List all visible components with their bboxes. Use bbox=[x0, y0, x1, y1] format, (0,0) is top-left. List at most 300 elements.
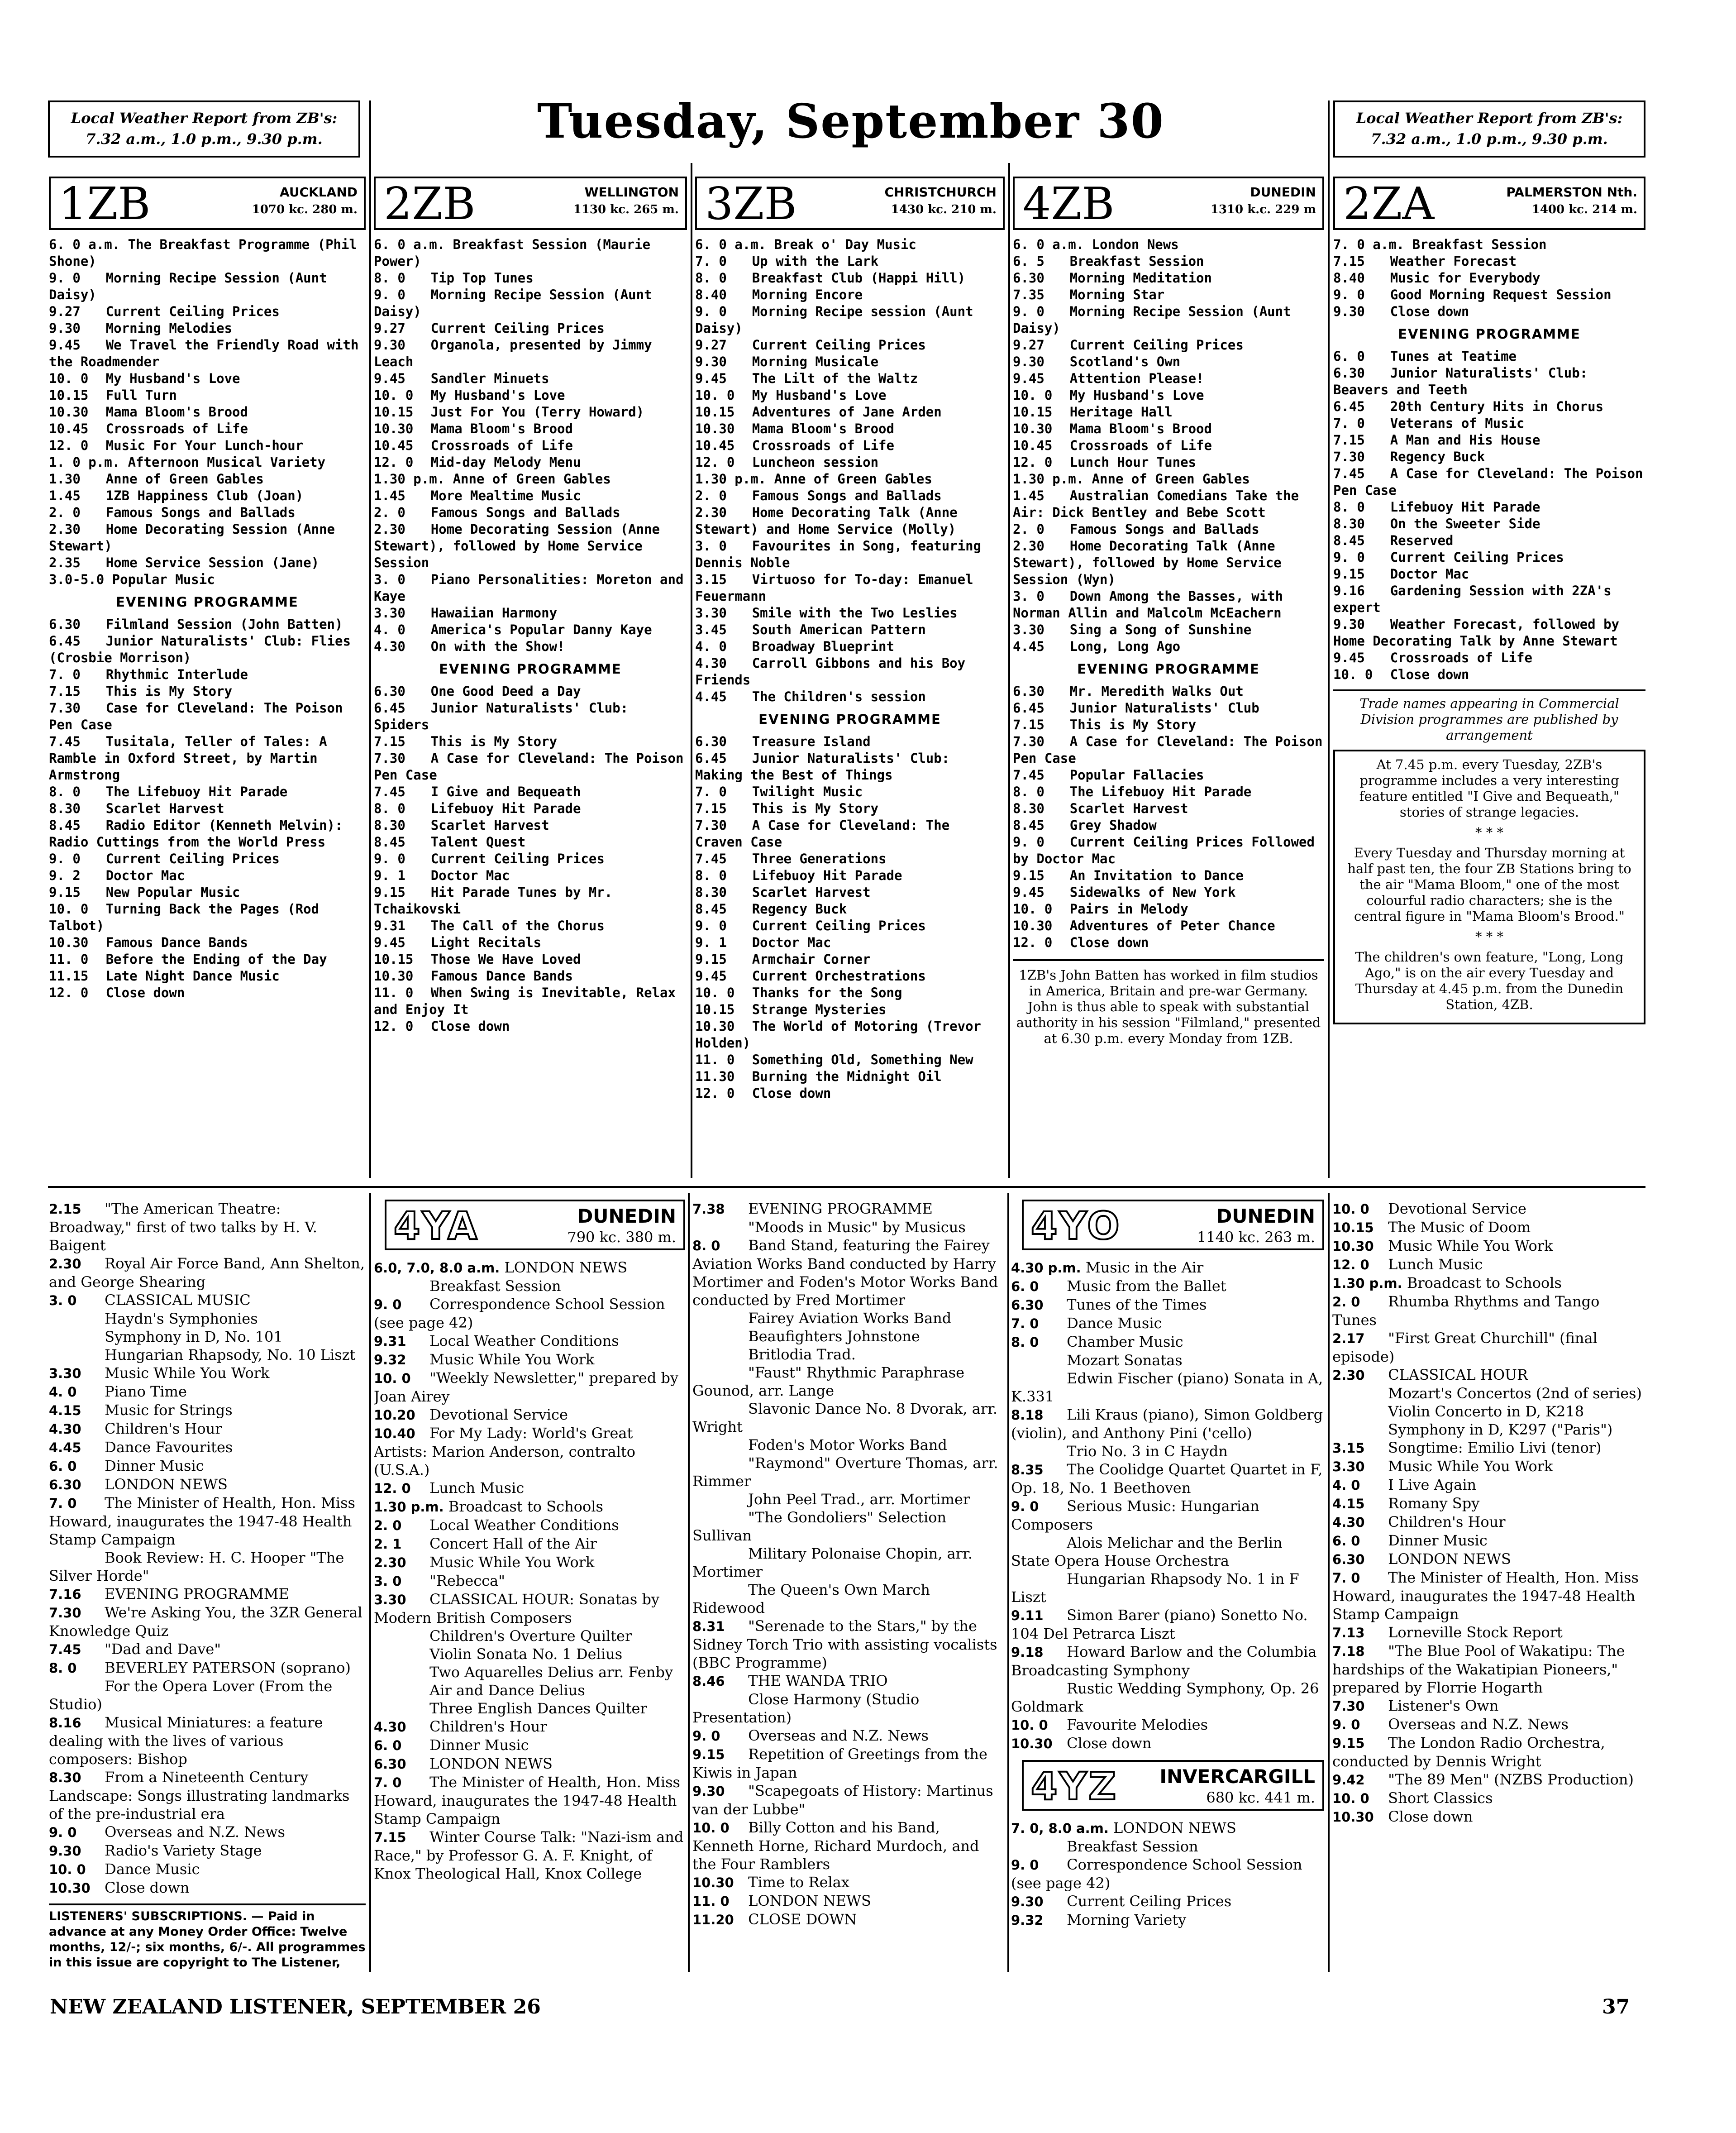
station-call-sign: 2ZA bbox=[1343, 178, 1435, 230]
entry-title: BEVERLEY PATERSON (soprano) bbox=[100, 1659, 351, 1676]
entry-time: 8. 0 bbox=[695, 868, 727, 883]
station-column bbox=[695, 177, 1005, 1181]
programme-entry bbox=[374, 1717, 685, 1736]
programme-entry bbox=[49, 1549, 366, 1585]
entry-title: Lunch Hour Tunes bbox=[1062, 454, 1197, 470]
programme-entry bbox=[49, 1841, 366, 1860]
column-rule bbox=[1328, 1193, 1330, 1972]
programme-entry bbox=[1011, 1497, 1324, 1534]
programme-entry bbox=[49, 951, 366, 968]
entry-title: Rustic Wedding Symphony, Op. 26 Goldmark bbox=[1011, 1680, 1319, 1715]
programme-entry bbox=[374, 1755, 685, 1773]
programme-entry bbox=[374, 236, 687, 270]
entry-title: Light Recitals bbox=[423, 935, 542, 950]
entry-title: Favourite Melodies bbox=[1062, 1716, 1208, 1733]
entry-title: "Scapegoats of History: Martinus van der Lubbe" bbox=[692, 1782, 993, 1818]
entry-title: "First Great Churchill" (final episode) bbox=[1332, 1330, 1598, 1365]
entry-time: 1.45 bbox=[49, 488, 81, 503]
entry-time: 2.30 bbox=[49, 521, 81, 537]
programme-entry bbox=[374, 521, 687, 571]
entry-time: 9.15 bbox=[695, 952, 727, 967]
programme-entry bbox=[49, 270, 366, 303]
column-rule bbox=[691, 163, 692, 1178]
programme-entry bbox=[1011, 1534, 1324, 1570]
note-text: 1ZB's John Batten has worked in film studios in America, Britain and pre-war Germany. John is thus able to speak with substantial authority in his session "Filmland," presented at 6.30 p.m. every Monday from 1ZB. bbox=[1016, 967, 1321, 1046]
programme-entry bbox=[49, 571, 366, 588]
entry-title: Morning Star bbox=[1062, 287, 1165, 302]
entry-title: "The American Theatre: Broadway," first of two talks by H. V. Baigent bbox=[49, 1200, 317, 1254]
programme-entry bbox=[1011, 1314, 1324, 1333]
entry-time: 9.30 bbox=[374, 337, 405, 353]
entry-title: My Husband's Love bbox=[423, 387, 565, 403]
entry-title: Alois Melichar and the Berlin State Opera House Orchestra bbox=[1011, 1534, 1283, 1569]
programme-entry bbox=[1332, 1531, 1645, 1550]
entry-time: 8.45 bbox=[1013, 818, 1044, 833]
entry-time: 10. 0 bbox=[1333, 667, 1373, 682]
entry-time: 10.30 bbox=[1013, 918, 1053, 933]
entry-title: Lifebuoy Hit Parade bbox=[1382, 499, 1540, 515]
entry-time: 8.45 bbox=[1333, 533, 1365, 548]
entry-time: 4.30 bbox=[374, 1719, 406, 1735]
programme-entry bbox=[374, 1332, 685, 1350]
feature-note: * * * bbox=[1475, 929, 1503, 944]
programme-entry bbox=[1333, 532, 1645, 549]
entry-title: Close down bbox=[100, 1879, 190, 1896]
programme-entry bbox=[374, 968, 687, 985]
programme-entry bbox=[374, 387, 687, 404]
entry-title: On the Sweeter Side bbox=[1382, 516, 1540, 531]
bottom-column bbox=[1011, 1200, 1324, 1969]
entry-time: 9.15 bbox=[692, 1747, 725, 1762]
programme-entry bbox=[1333, 616, 1645, 650]
entry-title: The London Radio Orchestra, conducted by Dennis Wright bbox=[1332, 1734, 1605, 1770]
entry-title: Regency Buck bbox=[1382, 449, 1485, 464]
entry-title: The Children's session bbox=[744, 689, 926, 704]
programme-entry bbox=[1013, 421, 1324, 437]
programme-entry bbox=[49, 337, 366, 370]
programme-entry bbox=[695, 750, 1005, 784]
entry-time: 9.32 bbox=[1011, 1913, 1044, 1928]
programme-entry bbox=[49, 1640, 366, 1659]
entry-title: Broadcast to Schools bbox=[444, 1498, 603, 1515]
programme-entry bbox=[374, 1258, 685, 1277]
programme-entry bbox=[695, 504, 1005, 538]
programme-entry bbox=[1013, 370, 1324, 387]
entry-title: Dance Music bbox=[1062, 1315, 1162, 1332]
programme-entry bbox=[1332, 1200, 1645, 1218]
entry-time: 9.15 bbox=[1013, 868, 1044, 883]
entry-title: 1ZB Happiness Club (Joan) bbox=[98, 488, 304, 503]
entry-time: 9.15 bbox=[49, 885, 81, 900]
entry-title: Three Generations bbox=[744, 851, 887, 866]
entry-time: 10.45 bbox=[1013, 438, 1053, 453]
entry-time: 7. 0 bbox=[1332, 1570, 1360, 1586]
entry-title: I Give and Bequeath bbox=[423, 784, 581, 799]
programme-entry bbox=[49, 1494, 366, 1549]
programme-entry bbox=[695, 851, 1005, 867]
entry-title: Music While You Work bbox=[1383, 1458, 1553, 1475]
entry-title: Lunch Music bbox=[1383, 1256, 1483, 1273]
entry-time: 1.45 bbox=[1013, 488, 1044, 503]
programme-entry bbox=[1332, 1569, 1645, 1623]
entry-title: Junior Naturalists' Club: Spiders bbox=[374, 700, 629, 732]
entry-time: 6. 0 a.m. bbox=[374, 237, 445, 252]
station-column bbox=[374, 177, 687, 1181]
entry-title: Breakfast Club (Happi Hill) bbox=[744, 270, 966, 286]
entry-time: 4.30 bbox=[695, 655, 727, 671]
entry-title: Smile with the Two Leslies bbox=[744, 605, 958, 621]
entry-title: Winter Course Talk: "Nazi-ism and Race," by Professor G. A. F. Knight, of Knox Theological Hall, Knox College bbox=[374, 1828, 684, 1882]
programme-entry bbox=[49, 633, 366, 666]
entry-title: Dinner Music bbox=[1383, 1532, 1488, 1549]
entry-time: 1.30 p.m. bbox=[374, 471, 445, 487]
programme-entry bbox=[695, 370, 1005, 387]
entry-time: 9. 1 bbox=[695, 935, 727, 950]
entry-title: Broadcast to Schools bbox=[1402, 1274, 1562, 1291]
entry-title: "Weekly Newsletter," prepared by Joan Airey bbox=[374, 1369, 679, 1405]
programme-entry bbox=[49, 616, 366, 633]
station-frequency: 1070 kc. 280 m. bbox=[252, 203, 358, 216]
entry-title: Piano Personalities: Moreton and Kaye bbox=[374, 572, 684, 604]
programme-entry bbox=[1332, 1715, 1645, 1734]
entry-title: Strange Mysteries bbox=[744, 1002, 887, 1017]
entry-time: 11.20 bbox=[692, 1912, 734, 1927]
entry-time: 10.30 bbox=[1013, 421, 1053, 436]
entry-title: Home Decorating Talk (Anne Stewart) and Home Service (Molly) bbox=[695, 505, 958, 537]
station-call-sign: 1ZB bbox=[59, 178, 151, 230]
entry-title: John Peel Trad., arr. Mortimer bbox=[743, 1491, 970, 1508]
programme-entry bbox=[692, 1309, 1005, 1327]
programme-entry bbox=[1011, 1277, 1324, 1296]
programme-entry bbox=[374, 851, 687, 867]
entry-title: The Call of the Chorus bbox=[423, 918, 605, 933]
entry-time: 9.32 bbox=[374, 1352, 406, 1368]
entry-title: Favourites in Song, featuring Dennis Noble bbox=[695, 538, 982, 570]
entry-time: 9.27 bbox=[695, 337, 727, 353]
entry-title: Morning Recipe session (Aunt Daisy) bbox=[695, 304, 973, 336]
entry-time: 7. 0 bbox=[695, 784, 727, 799]
entry-time: 10.30 bbox=[49, 1880, 91, 1896]
programme-entry bbox=[1333, 365, 1645, 398]
programme-entry bbox=[49, 1823, 366, 1841]
programme-entry bbox=[1013, 733, 1324, 767]
programme-entry bbox=[695, 1068, 1005, 1085]
programme-entry bbox=[374, 437, 687, 454]
entry-title: Weather Forecast, followed by Home Decorating Talk by Anne Stewart bbox=[1333, 617, 1620, 649]
programme-entry bbox=[374, 834, 687, 851]
programme-entry bbox=[1333, 398, 1645, 415]
entry-title: The Queen's Own March Ridewood bbox=[692, 1581, 930, 1616]
entry-time: 10.45 bbox=[695, 438, 735, 453]
entry-title: Scarlet Harvest bbox=[423, 818, 549, 833]
entry-title: Organola, presented by Jimmy Leach bbox=[374, 337, 652, 369]
entry-title: Treasure Island bbox=[744, 734, 871, 749]
entry-time: 10.15 bbox=[695, 1002, 735, 1017]
programme-entry bbox=[1013, 683, 1324, 700]
entry-title: Home Decorating Session (Anne Stewart) bbox=[49, 521, 335, 554]
entry-time: 6.30 bbox=[49, 1477, 81, 1492]
entry-time: 3. 0 bbox=[49, 1293, 77, 1308]
station-call-sign: 4YA bbox=[394, 1204, 479, 1248]
entry-time: 9.45 bbox=[49, 337, 81, 353]
programme-entry bbox=[374, 1406, 685, 1424]
station-header bbox=[695, 177, 1005, 230]
programme-entry bbox=[692, 1672, 1005, 1690]
programme-entry bbox=[1011, 1837, 1324, 1856]
entry-title: Gardening Session with 2ZA's expert bbox=[1333, 583, 1612, 615]
entry-time: 7.30 bbox=[1332, 1698, 1365, 1714]
programme-entry bbox=[374, 817, 687, 834]
programme-entry bbox=[49, 320, 366, 337]
entry-title: Radio's Variety Stage bbox=[100, 1842, 262, 1859]
entry-title: Music for Strings bbox=[100, 1401, 233, 1419]
programme-entry bbox=[1333, 583, 1645, 616]
programme-entry bbox=[1011, 1679, 1324, 1716]
entry-time: 9. 0 bbox=[692, 1728, 720, 1744]
entry-time: 10. 0 bbox=[1332, 1201, 1369, 1217]
entry-title: Close Harmony (Studio Presentation) bbox=[692, 1691, 920, 1726]
programme-entry bbox=[49, 1603, 366, 1640]
entry-time: 9. 1 bbox=[374, 868, 405, 883]
programme-entry bbox=[1332, 1513, 1645, 1531]
entry-title: Famous Songs and Ballads bbox=[1062, 521, 1259, 537]
entry-time: 7.45 bbox=[695, 851, 727, 866]
entry-title: Dance Favourites bbox=[100, 1439, 233, 1456]
entry-time: 6.30 bbox=[374, 1756, 406, 1772]
programme-entry bbox=[1332, 1439, 1645, 1457]
entry-title: Luncheon session bbox=[744, 454, 879, 470]
programme-entry bbox=[49, 1475, 366, 1494]
entry-title: The Minister of Health, Hon. Miss Howard, inaugurates the 1947-48 Health Stamp Campaign bbox=[1332, 1569, 1639, 1623]
station-frequency: 680 kc. 441 m. bbox=[1206, 1789, 1315, 1806]
entry-time: 1.45 bbox=[374, 488, 405, 503]
station-city: DUNEDIN bbox=[1216, 1205, 1315, 1227]
entry-title: Radio Editor (Kenneth Melvin): Radio Cuttings from the World Press bbox=[49, 818, 343, 850]
programme-entry bbox=[1013, 918, 1324, 934]
entry-time: 6.45 bbox=[695, 751, 727, 766]
entry-time: 3.30 bbox=[1332, 1459, 1365, 1474]
programme-entry bbox=[49, 1860, 366, 1879]
entry-time: 9.15 bbox=[1333, 566, 1365, 582]
column-rule bbox=[1328, 100, 1330, 1178]
entry-time: 12. 0 bbox=[1013, 935, 1053, 950]
entry-time: 2. 0 bbox=[1332, 1294, 1360, 1310]
entry-title: Devotional Service bbox=[1383, 1200, 1526, 1217]
entry-time: 3.30 bbox=[49, 1366, 81, 1381]
programme-entry bbox=[1333, 549, 1645, 566]
entry-time: 10.30 bbox=[49, 404, 89, 420]
entry-title: Lifebuoy Hit Parade bbox=[744, 868, 902, 883]
programme-entry bbox=[1011, 1442, 1324, 1460]
programme-entry bbox=[1013, 884, 1324, 901]
entry-title: Talent Quest bbox=[423, 834, 526, 850]
entry-time: 10.30 bbox=[695, 421, 735, 436]
entry-time: 2. 0 bbox=[374, 505, 405, 520]
entry-time: 10.15 bbox=[1013, 404, 1053, 420]
entry-time: 7.45 bbox=[1013, 767, 1044, 783]
entry-title: Hawaiian Harmony bbox=[423, 605, 558, 621]
weather-heading: Local Weather Report from ZB's: bbox=[71, 110, 338, 127]
station-header bbox=[1013, 177, 1324, 230]
entry-title: Close down bbox=[98, 985, 185, 1000]
entry-time: 10.15 bbox=[374, 404, 414, 420]
entry-time: 7.13 bbox=[1332, 1625, 1365, 1640]
programme-entry bbox=[49, 851, 366, 867]
programme-entry bbox=[49, 1328, 366, 1346]
entry-time: 7. 0 a.m. bbox=[1333, 237, 1405, 252]
entry-time: 4. 0 bbox=[695, 639, 727, 654]
station-frequency: 790 kc. 380 m. bbox=[567, 1229, 676, 1246]
programme-entry bbox=[692, 1454, 1005, 1490]
station-frequency: 1400 kc. 214 m. bbox=[1531, 203, 1637, 216]
entry-title: Virtuoso for To-day: Emanuel Feuermann bbox=[695, 572, 973, 604]
entry-title: Local Weather Conditions bbox=[424, 1516, 619, 1534]
programme-entry bbox=[374, 370, 687, 387]
entry-title: The World of Motoring (Trevor Holden) bbox=[695, 1019, 982, 1051]
entry-title: My Husband's Love bbox=[98, 371, 240, 386]
entry-title: Broadway Blueprint bbox=[744, 639, 894, 654]
entry-time: 8. 0 bbox=[692, 1238, 720, 1253]
entry-title: From a Nineteenth Century Landscape: Songs illustrating landmarks of the pre-industrial era bbox=[49, 1769, 350, 1822]
entry-title: Violin Sonata No. 1 Delius bbox=[424, 1645, 623, 1663]
entry-time: 7.18 bbox=[1332, 1644, 1365, 1659]
programme-entry bbox=[1332, 1770, 1645, 1789]
programme-entry bbox=[1011, 1406, 1324, 1442]
entry-title: Current Orchestrations bbox=[744, 968, 926, 984]
programme-entry bbox=[49, 968, 366, 985]
entry-title: "Dad and Dave" bbox=[100, 1640, 221, 1658]
station-call-sign: 4YO bbox=[1031, 1204, 1121, 1248]
programme-entry bbox=[692, 1490, 1005, 1508]
entry-time: 9. 2 bbox=[49, 868, 81, 883]
page-number: 37 bbox=[1602, 1995, 1630, 2018]
programme-entry bbox=[1333, 566, 1645, 583]
entry-title: Serious Music: Hungarian Composers bbox=[1011, 1497, 1259, 1533]
programme-entry bbox=[1333, 253, 1645, 270]
entry-title: Music While You Work bbox=[1383, 1237, 1553, 1254]
programme-entry bbox=[1013, 521, 1324, 538]
programme-entry bbox=[1011, 1258, 1324, 1277]
programme-entry bbox=[374, 1277, 685, 1295]
section-rule bbox=[48, 1186, 1645, 1188]
programme-entry bbox=[1013, 784, 1324, 800]
programme-entry bbox=[692, 1910, 1005, 1929]
bottom-column bbox=[374, 1200, 685, 1969]
entry-title: Overseas and N.Z. News bbox=[100, 1823, 285, 1841]
entry-time: 9.30 bbox=[49, 1843, 81, 1859]
entry-title: Scotland's Own bbox=[1062, 354, 1181, 369]
weather-heading: Local Weather Report from ZB's: bbox=[1356, 110, 1623, 127]
entry-title: Morning Recipe Session (Aunt Daisy) bbox=[374, 287, 652, 319]
programme-entry bbox=[1332, 1623, 1645, 1642]
programme-entry bbox=[695, 354, 1005, 370]
entry-time: 10.30 bbox=[49, 935, 89, 950]
station-city: DUNEDIN bbox=[1250, 185, 1316, 200]
entry-time: 6. 0 a.m. bbox=[49, 237, 120, 252]
entry-time: 8.18 bbox=[1011, 1407, 1044, 1423]
evening-heading: EVENING PROGRAMME bbox=[1077, 661, 1260, 677]
entry-title: Morning Melodies bbox=[98, 320, 233, 336]
entry-time: 4.45 bbox=[49, 1440, 81, 1455]
programme-entry bbox=[695, 387, 1005, 404]
entry-time: 6.30 bbox=[1332, 1552, 1365, 1567]
programme-entry bbox=[1332, 1476, 1645, 1494]
programme-entry bbox=[1011, 1606, 1324, 1643]
entry-title: Britlodia Trad. bbox=[743, 1346, 856, 1363]
entry-time: 8.30 bbox=[695, 885, 727, 900]
entry-title: Scarlet Harvest bbox=[1062, 801, 1188, 816]
entry-title: Dance Music bbox=[100, 1860, 200, 1878]
entry-title: Current Ceiling Prices Followed by Doctor Mac bbox=[1013, 834, 1315, 866]
programme-entry bbox=[1013, 404, 1324, 421]
feature-note: The children's own feature, "Long, Long Ago," is on the air every Tuesday and Thursday at 4.45 p.m. from the Dunedin Station, 4ZB. bbox=[1355, 949, 1624, 1012]
entry-title: On with the Show! bbox=[423, 639, 565, 654]
entry-time: 10.30 bbox=[1011, 1736, 1053, 1751]
programme-entry bbox=[49, 700, 366, 733]
programme-entry bbox=[374, 471, 687, 488]
entry-title: My Husband's Love bbox=[744, 387, 887, 403]
entry-time: 2.35 bbox=[49, 555, 81, 570]
entry-time: 6. 0 bbox=[1332, 1533, 1360, 1549]
entry-time: 6. 0 bbox=[374, 1738, 402, 1753]
programme-entry bbox=[1011, 1333, 1324, 1351]
programme-entry bbox=[692, 1873, 1005, 1892]
programme-entry bbox=[692, 1345, 1005, 1363]
entry-title: Tunes of the Times bbox=[1062, 1296, 1207, 1313]
entry-title: The Breakfast Programme (Phil Shone) bbox=[49, 237, 357, 269]
entry-title: Those We Have Loved bbox=[423, 952, 581, 967]
programme-entry bbox=[374, 454, 687, 471]
entry-time: 6.30 bbox=[1013, 684, 1044, 699]
entry-title: Pairs in Melody bbox=[1062, 901, 1188, 917]
entry-title: "The 89 Men" (NZBS Production) bbox=[1383, 1771, 1634, 1788]
entry-title: Hit Parade Tunes by Mr. Tchaikovski bbox=[374, 885, 613, 917]
programme-entry bbox=[1332, 1366, 1645, 1384]
programme-entry bbox=[374, 1572, 685, 1590]
entry-time: 10. 0 bbox=[695, 387, 735, 403]
programme-entry bbox=[374, 1479, 685, 1497]
entry-title: Two Aquarelles Delius arr. Fenby bbox=[424, 1664, 673, 1681]
entry-title: Music While You Work bbox=[100, 1364, 270, 1382]
entry-title: THE WANDA TRIO bbox=[743, 1672, 888, 1689]
entry-time: 9.30 bbox=[1333, 304, 1365, 319]
entry-title: Overseas and N.Z. News bbox=[743, 1727, 929, 1744]
entry-title: Home Decorating Session (Anne Stewart), followed by Home Service Session bbox=[374, 521, 660, 570]
entry-title: Hungarian Rhapsody, No. 10 Liszt bbox=[100, 1346, 356, 1363]
programme-entry bbox=[374, 1773, 685, 1828]
entry-time: 10. 0 bbox=[49, 371, 89, 386]
programme-entry bbox=[1332, 1237, 1645, 1255]
programme-entry bbox=[49, 1585, 366, 1603]
programme-entry bbox=[49, 404, 366, 421]
entry-time: 11. 0 bbox=[374, 985, 414, 1000]
station-frequency: 1140 kc. 263 m. bbox=[1197, 1229, 1315, 1246]
entry-title: A Case for Cleveland: The Poison Pen Case bbox=[1013, 734, 1323, 766]
entry-title: Just For You (Terry Howard) bbox=[423, 404, 644, 420]
entry-time: 9. 0 bbox=[1333, 287, 1365, 302]
entry-title: Sidewalks of New York bbox=[1062, 885, 1236, 900]
programme-entry bbox=[1013, 717, 1324, 733]
entry-time: 3. 0 bbox=[374, 1573, 402, 1589]
entry-title: Correspondence School Session (see page 42) bbox=[374, 1296, 665, 1331]
programme-entry bbox=[374, 1645, 685, 1663]
programme-entry bbox=[49, 504, 366, 521]
entry-title: Beaufighters Johnstone bbox=[743, 1328, 920, 1345]
entry-title: Mama Bloom's Brood bbox=[1062, 421, 1212, 436]
station-header bbox=[374, 177, 687, 230]
programme-entry bbox=[1011, 1643, 1324, 1679]
entry-time: 7.30 bbox=[49, 700, 81, 716]
